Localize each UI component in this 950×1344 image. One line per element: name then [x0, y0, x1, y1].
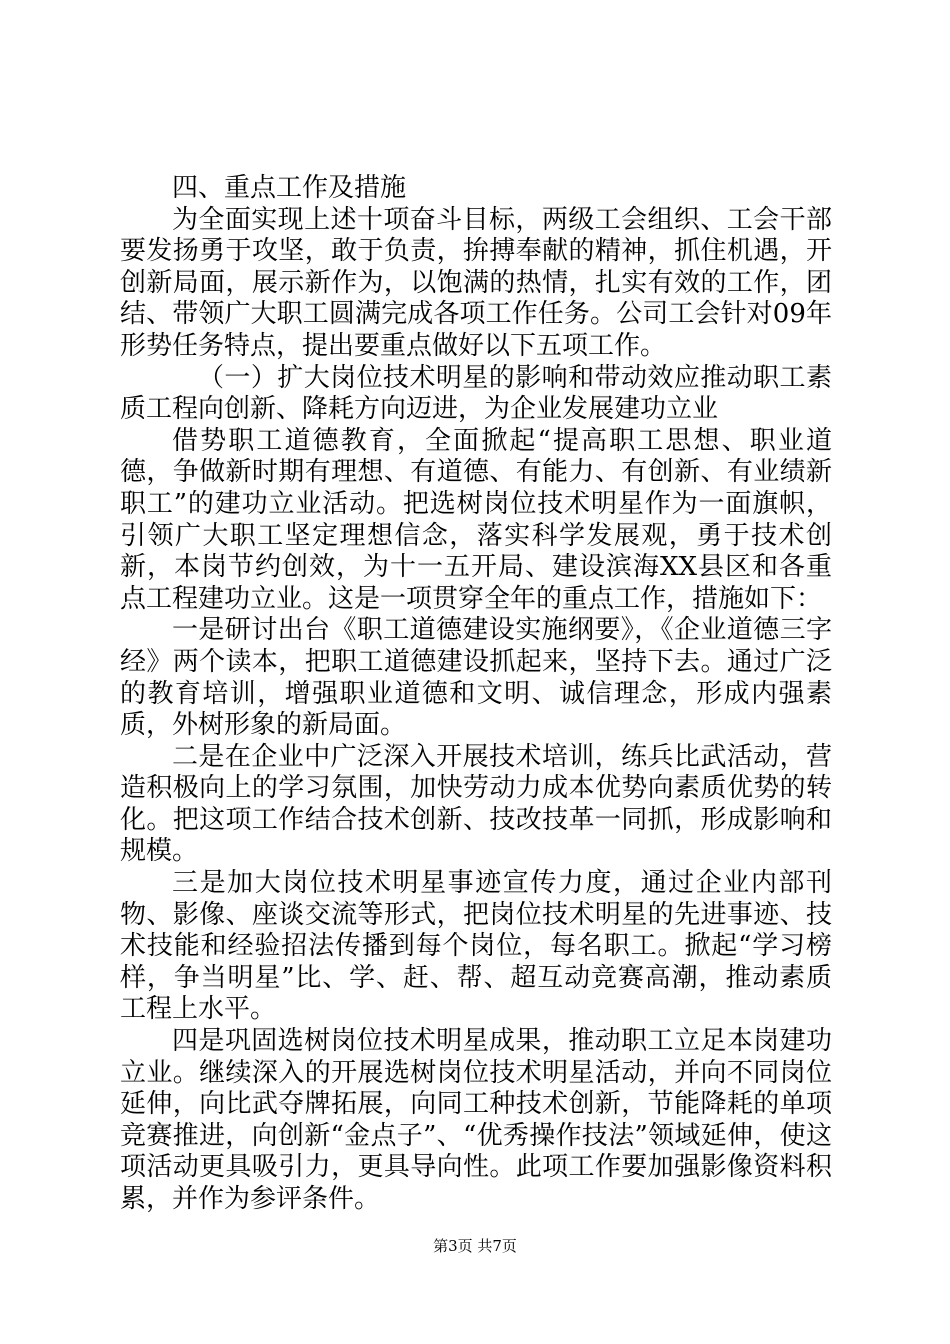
paragraph-measure-4: 四是巩固选树岗位技术明星成果，推动职工立足本岗建功立业。继续深入的开展选树岗位技术明星活动，并向不同岗位延伸，向比武夺牌拓展，向同工种技术创新，节能降耗的单项竞赛推进，向创新“金点子”、“优秀操作技法”领域延伸，使这项活动更具吸引力，更具导向性。此项工作要加强影像资料积累，并作为参评条件。 — [120, 1026, 832, 1214]
document-body — [120, 173, 832, 1216]
paragraph-measure-1: 一是研讨出台《职工道德建设实施纲要》，《企业道德三字经》两个读本，把职工道德建设抓起来，坚持下去。通过广泛的教育培训，增强职业道德和文明、诚信理念，形成内强素质，外树形象的新局面。 — [120, 615, 832, 741]
paragraph-overview: 借势职工道德教育，全面掀起“提高职工思想、职业道德，争做新时期有理想、有道德、有能力、有创新、有业绩新职工”的建功立业活动。把选树岗位技术明星作为一面旗帜，引领广大职工坚定理想信念，落实科学发展观，勇于技术创新，本岗节约创效，为十一五开局、建设滨海XX县区和各重点工程建功立业。这是一项贯穿全年的重点工作，措施如下： — [120, 425, 832, 614]
paragraph-intro: 为全面实现上述十项奋斗目标，两级工会组织、工会干部要发扬勇于攻坚，敢于负责，拚搏奉献的精神，抓住机遇，开创新局面，展示新作为，以饱满的热情，扎实有效的工作，团结、带领广大职工圆满完成各项工作任务。公司工会针对09年形势任务特点，提出要重点做好以下五项工作。 — [120, 204, 832, 361]
paragraph-measure-3: 三是加大岗位技术明星事迹宣传力度，通过企业内部刊物、影像、座谈交流等形式，把岗位技术明星的先进事迹、技术技能和经验招法传播到每个岗位，每名职工。掀起“学习榜样，争当明星”比、学、赶、帮、超互动竞赛高潮，推动素质工程上水平。 — [120, 868, 832, 1025]
page-number-footer: 第3页 共7页 — [433, 1237, 517, 1255]
section-heading: 四、重点工作及措施 — [172, 173, 407, 203]
subsection-heading: （一）扩大岗位技术明星的影响和带动效应推动职工素质工程向创新、降耗方向迈进，为企业发展建功立业 — [120, 362, 832, 425]
paragraph-measure-2: 二是在企业中广泛深入开展技术培训，练兵比武活动，营造积极向上的学习氛围，加快劳动力成本优势向素质优势的转化。把这项工作结合技术创新、技改技革一同抓，形成影响和规模。 — [120, 741, 832, 867]
